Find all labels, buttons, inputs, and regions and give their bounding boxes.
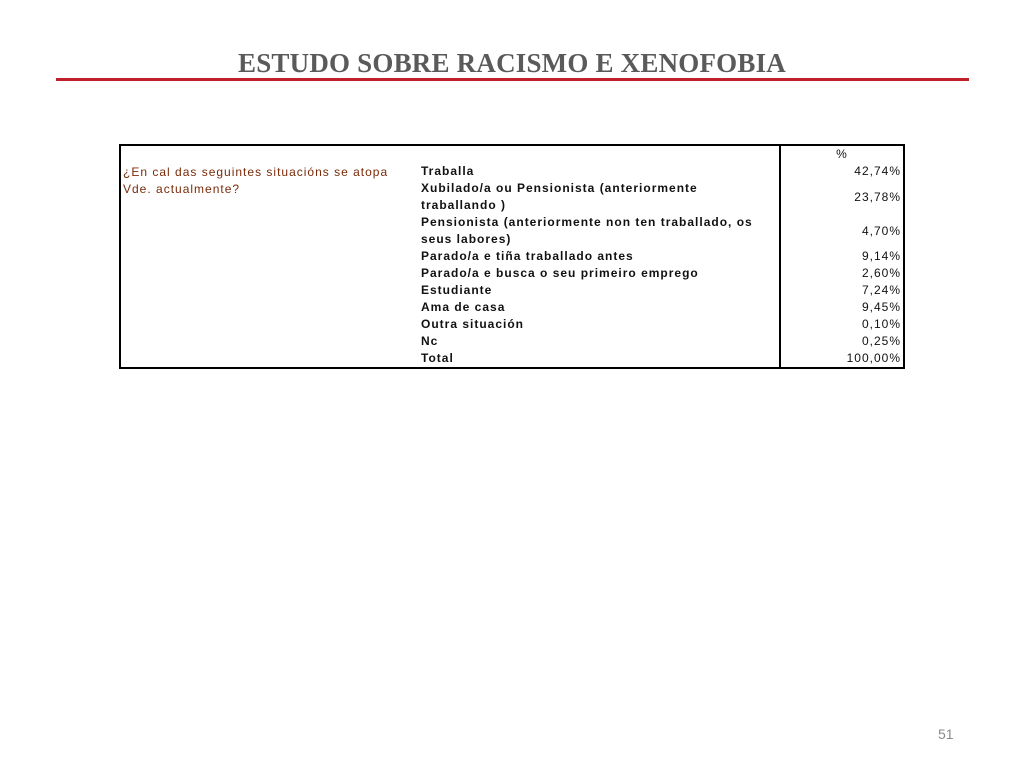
option-value: 2,60% — [861, 266, 901, 280]
table-header-row — [120, 145, 904, 163]
option-value: 42,74% — [854, 164, 901, 178]
option-label: Nc — [416, 333, 780, 350]
option-value: 9,14% — [861, 249, 901, 263]
option-value: 0,25% — [861, 334, 901, 348]
page-number: 51 — [938, 726, 954, 742]
header-empty-cell — [120, 145, 780, 163]
option-label: Xubilado/a ou Pensionista (anteriormente traballando ) — [416, 180, 780, 214]
total-value: 100,00% — [846, 351, 901, 365]
results-table — [119, 144, 905, 369]
option-value: 9,45% — [861, 300, 901, 314]
option-value: 23,78% — [854, 189, 901, 204]
option-label: Parado/a e busca o seu primeiro emprego — [416, 265, 780, 282]
slide-title: ESTUDO SOBRE RACISMO E XENOFOBIA — [238, 48, 786, 78]
question-text: ¿En cal das seguintes situacións se atopa Vde. actualmente? — [123, 165, 389, 196]
title-underline — [56, 78, 969, 81]
option-label: Estudiante — [416, 282, 780, 299]
option-value: 0,10% — [861, 317, 901, 331]
option-label: Outra situación — [416, 316, 780, 333]
option-label: Parado/a e tiña traballado antes — [416, 248, 780, 265]
table-row — [120, 163, 904, 180]
option-value: 7,24% — [861, 283, 901, 297]
option-label: Pensionista (anteriormente non ten traballado, os seus labores) — [416, 214, 780, 248]
option-label: Ama de casa — [416, 299, 780, 316]
header-percent: % — [836, 147, 848, 161]
total-label: Total — [416, 350, 780, 368]
option-value: 4,70% — [861, 223, 901, 238]
option-label: Traballa — [416, 163, 780, 180]
